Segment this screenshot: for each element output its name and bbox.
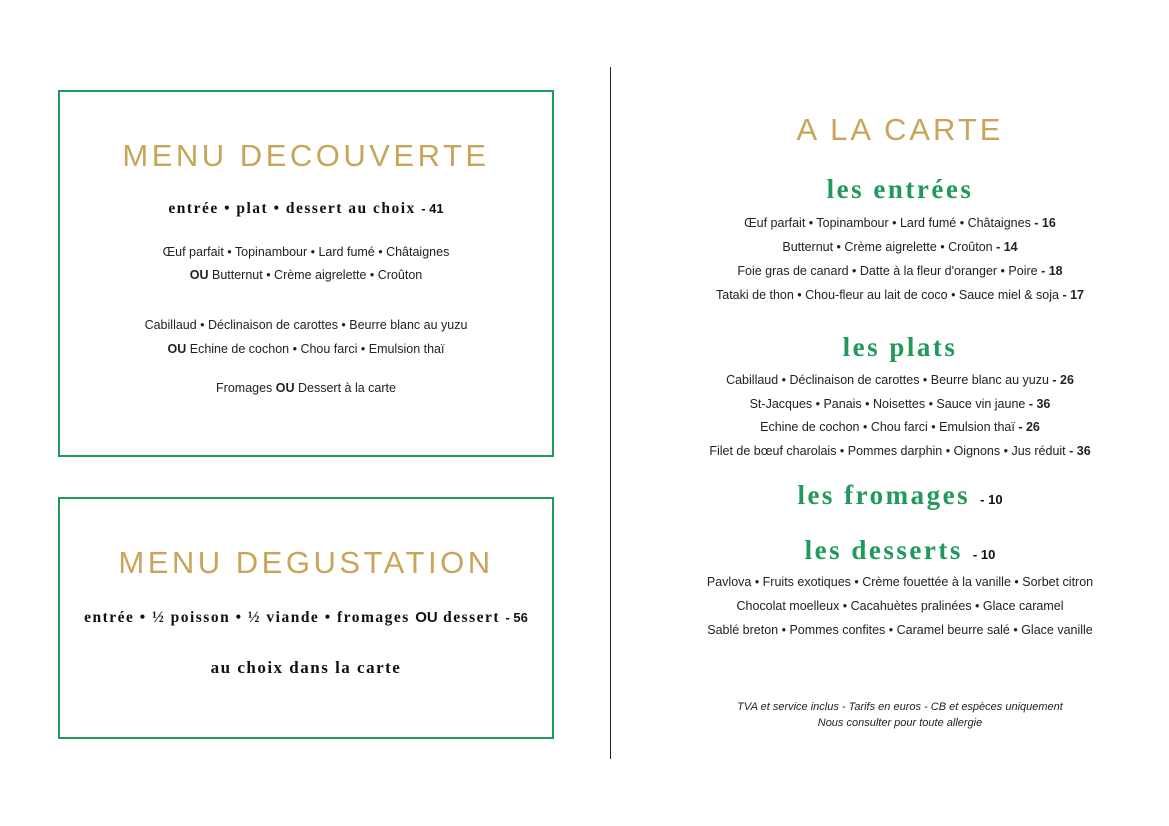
dessert-item: Sablé breton • Pommes confites • Caramel beurre salé • Glace vanille <box>707 623 1093 637</box>
item-price: - 16 <box>1034 216 1056 230</box>
plat-option-2-text: Echine de cochon • Chou farci • Emulsion thaï <box>186 342 445 356</box>
plat-item <box>630 420 1169 434</box>
section-fromages-title <box>630 480 1169 511</box>
plat-option-2 <box>60 342 552 356</box>
fromages-price: - 10 <box>980 492 1003 507</box>
item-text: Foie gras de canard • Datte à la fleur d'oranger • Poire <box>737 264 1042 278</box>
dessert-option <box>60 381 552 395</box>
desserts-price: - 10 <box>972 547 996 562</box>
item-price: - 14 <box>996 240 1018 254</box>
item-text: St-Jacques • Panais • Noisettes • Sauce vin jaune <box>749 397 1029 411</box>
item-text: Tataki de thon • Chou-fleur au lait de coco • Sauce miel & soja <box>716 288 1063 302</box>
item-price: - 17 <box>1062 288 1084 302</box>
menu-degustation-box <box>58 497 554 739</box>
formula-text-a: entrée • ½ poisson • ½ viande • fromages <box>84 609 416 626</box>
item-text: Echine de cochon • Chou farci • Emulsion thaï <box>760 420 1019 434</box>
dessert-option-a: Fromages <box>216 381 276 395</box>
formula-price: - 56 <box>505 610 528 625</box>
dessert-option-b: Dessert à la carte <box>294 381 396 395</box>
fromages-title-text: les fromages <box>797 480 971 510</box>
menu-degustation-title: MENU DEGUSTATION <box>118 545 494 580</box>
plat-option-1: Cabillaud • Déclinaison de carottes • Beurre blanc au yuzu <box>144 318 468 332</box>
ou-label: OU <box>415 609 438 626</box>
vertical-divider <box>610 67 611 759</box>
ou-label: OU <box>167 342 187 356</box>
ou-label: OU <box>189 268 209 282</box>
section-plats-title: les plats <box>842 332 958 362</box>
plat-item <box>630 397 1169 411</box>
entree-option-2 <box>60 268 552 282</box>
formula-text-b: dessert <box>437 609 501 626</box>
item-price: - 36 <box>1028 397 1051 411</box>
item-text: Œuf parfait • Topinambour • Lard fumé • Châtaignes <box>744 216 1035 230</box>
menu-decouverte-box <box>58 90 554 457</box>
plat-item <box>630 444 1169 458</box>
plat-item <box>630 373 1169 387</box>
menu-degustation-formula <box>60 609 552 627</box>
item-price: - 26 <box>1018 420 1040 434</box>
item-text: Butternut • Crème aigrelette • Croûton <box>782 240 997 254</box>
formula-text: entrée • plat • dessert au choix <box>168 200 416 217</box>
desserts-title-text: les desserts <box>804 535 963 565</box>
footer-line-1: TVA et service inclus - Tarifs en euros - CB et espèces uniquement <box>737 701 1063 713</box>
carte-title: A LA CARTE <box>796 112 1004 147</box>
menu-degustation-subtitle: au choix dans la carte <box>210 658 402 677</box>
entree-option-1: Œuf parfait • Topinambour • Lard fumé • Châtaignes <box>162 245 450 259</box>
menu-decouverte-formula <box>60 200 552 218</box>
menu-decouverte-title: MENU DECOUVERTE <box>122 138 490 173</box>
dessert-item: Pavlova • Fruits exotiques • Crème fouettée à la vanille • Sorbet citron <box>706 575 1094 589</box>
item-text: Filet de bœuf charolais • Pommes darphin • Oignons • Jus réduit <box>709 444 1070 458</box>
entree-option-2-text: Butternut • Crème aigrelette • Croûton <box>208 268 423 282</box>
section-entrees-title: les entrées <box>826 174 974 204</box>
item-price: - 26 <box>1052 373 1074 387</box>
section-desserts-title <box>630 535 1169 566</box>
footer-line-2: Nous consulter pour toute allergie <box>817 717 983 729</box>
item-text: Cabillaud • Déclinaison de carottes • Beurre blanc au yuzu <box>726 373 1053 387</box>
entree-item <box>630 288 1169 302</box>
entree-item <box>630 240 1169 254</box>
ou-label: OU <box>275 381 295 395</box>
item-price: - 36 <box>1069 444 1091 458</box>
formula-price: - 41 <box>421 201 444 216</box>
entree-item <box>630 264 1169 278</box>
entree-item <box>630 216 1169 230</box>
dessert-item: Chocolat moelleux • Cacahuètes pralinées • Glace caramel <box>736 599 1064 613</box>
item-price: - 18 <box>1041 264 1063 278</box>
